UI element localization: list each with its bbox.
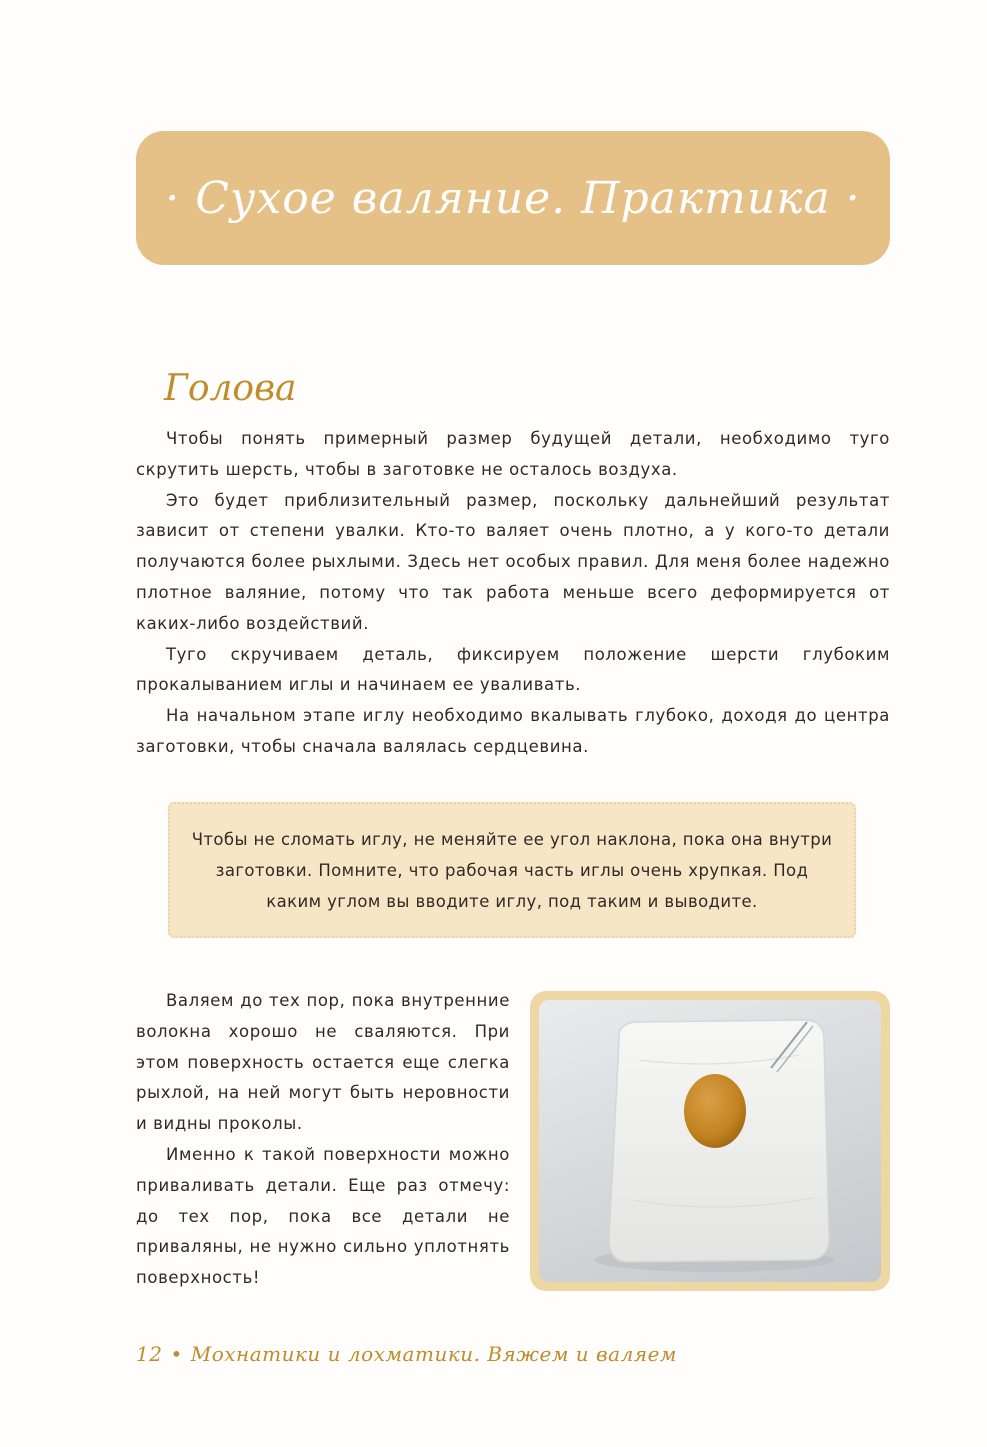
paragraph: Чтобы понять примерный размер будущей детали, необходимо туго скрутить шерсть, чтобы в заготовке не осталось воздуха.	[136, 429, 890, 479]
tip-box	[168, 802, 856, 938]
paragraph: Это будет приблизительный размер, поскольку дальнейший результат зависит от степени увалки. Кто-то валяет очень плотно, а у кого-то детали получаются более рыхлыми. Здесь нет особых правил. Для меня более надежно плотное валяние, потому что так работа меньше всего деформируется от каких-либо воздействий.	[136, 490, 890, 633]
felt-ball-photo	[539, 1000, 881, 1282]
book-title: Мохнатики и лохматики. Вяжем и валяем	[190, 1342, 678, 1366]
section-heading: Голова	[164, 368, 297, 409]
photo-frame	[530, 991, 890, 1291]
felt-ball	[684, 1074, 746, 1148]
pincushion-illustration	[539, 1000, 881, 1282]
body-text	[136, 424, 890, 763]
paragraph: Именно к такой поверхности можно приваливать детали. Еще раз отмечу: до тех пор, пока все детали не приваляны, не нужно сильно уплотнять поверхность!	[136, 1144, 510, 1288]
paragraph: Туго скручиваем деталь, фиксируем положение шерсти глубоким прокалыванием иглы и начинаем ее уваливать.	[136, 644, 890, 695]
footer-separator: •	[170, 1342, 183, 1366]
title-banner	[136, 131, 890, 265]
tip-text: Чтобы не сломать иглу, не меняйте ее угол наклона, пока она внутри заготовки. Помните, что рабочая часть иглы очень хрупкая. Под каким углом вы вводите иглу, под таким и выводите.	[191, 829, 833, 911]
page-footer	[136, 1342, 677, 1366]
page-title: · Сухое валяние. Практика ·	[165, 172, 861, 224]
paragraph: Валяем до тех пор, пока внутренние волокна хорошо не сваляются. При этом поверхность остается еще слегка рыхлой, на ней могут быть неровности и видны проколы.	[136, 991, 510, 1134]
paragraph: На начальном этапе иглу необходимо вкалывать глубоко, доходя до центра заготовки, чтобы сначала валялась сердцевина.	[136, 706, 890, 756]
column-text	[136, 986, 510, 1294]
page-number: 12	[136, 1342, 163, 1366]
